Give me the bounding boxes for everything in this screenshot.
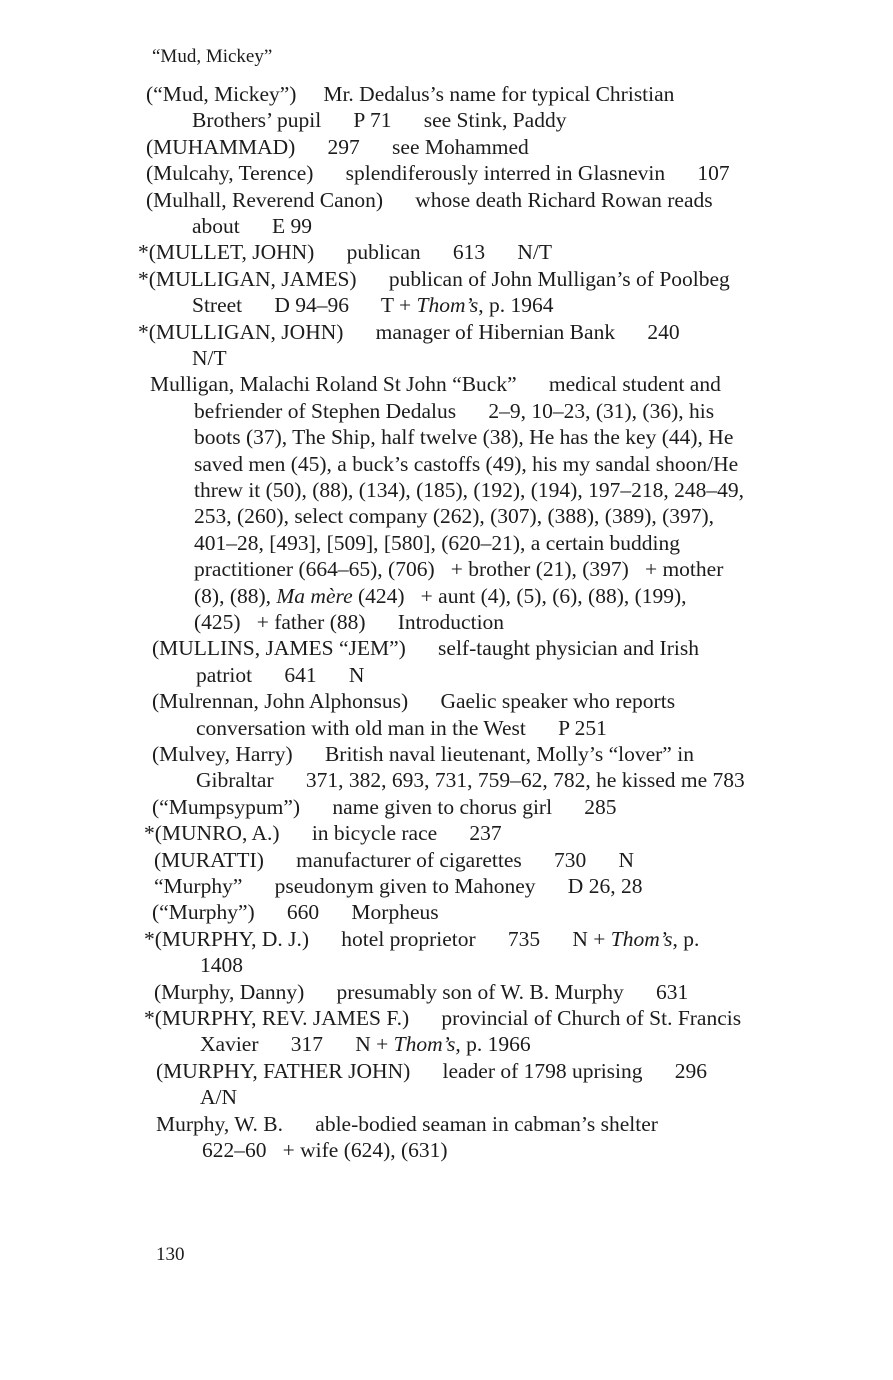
index-line: about E 99 [192, 214, 313, 238]
index-line: saved men (45), a buck’s castoffs (49), his my sandal shoon/He [194, 451, 739, 476]
page-number: 130 [156, 1244, 185, 1265]
index-line: 253, (260), select company (262), (307), (388), (389), (397), [194, 504, 715, 529]
index-line: practitioner (664–65), (706) + brother (21), (397) + mother [194, 557, 724, 582]
index-line: (8), (88), Ma mère (424) + aunt (4), (5), (6), (88), (199), [194, 583, 687, 608]
index-line: (“Murphy”) 660 Morpheus [152, 900, 439, 925]
index-line: (Mulvey, Harry) British naval lieutenant, Molly’s “lover” in [152, 742, 694, 766]
index-line: (Mulhall, Reverend Canon) whose death Richard Rowan reads [146, 187, 713, 212]
index-line: “Murphy” pseudonym given to Mahoney D 26, 28 [154, 874, 643, 898]
index-line: Xavier 317 N + Thom’s, p. 1966 [200, 1032, 531, 1057]
index-line: 622–60 + wife (624), (631) [202, 1138, 448, 1162]
index-line: (MURATTI) manufacturer of cigarettes 730 N [154, 847, 635, 872]
index-line: befriender of Stephen Dedalus 2–9, 10–23, (31), (36), his [194, 398, 715, 423]
index-line: threw it (50), (88), (134), (185), (192), (194), 197–218, 248–49, [194, 478, 744, 502]
running-head: “Mud, Mickey” [152, 46, 273, 67]
index-line: *(MULLET, JOHN) publican 613 N/T [138, 240, 553, 265]
index-line: 401–28, [493], [509], [580], (620–21), a certain budding [194, 530, 681, 555]
index-line: conversation with old man in the West P 251 [196, 715, 607, 740]
index-line: *(MULLIGAN, JAMES) publican of John Mulligan’s of Poolbeg [138, 266, 730, 291]
index-line: Street D 94–96 T + Thom’s, p. 1964 [192, 293, 554, 318]
index-line: Mulligan, Malachi Roland St John “Buck” medical student and [150, 372, 721, 397]
index-line: (MULLINS, JAMES “JEM”) self-taught physician and Irish [152, 636, 699, 661]
index-line: (“Mumpsypum”) name given to chorus girl 285 [152, 794, 617, 819]
index-line: (Mulcahy, Terence) splendiferously interred in Glasnevin 107 [146, 161, 730, 186]
index-line: 1408 [200, 953, 243, 978]
index-line: patriot 641 N [196, 662, 365, 687]
index-line: Murphy, W. B. able-bodied seaman in cabman’s shelter [156, 1111, 658, 1136]
index-line: boots (37), The Ship, half twelve (38), He has the key (44), He [194, 425, 734, 450]
index-line: (425) + father (88) Introduction [194, 610, 505, 634]
index-line: A/N [200, 1085, 238, 1110]
index-line: N/T [192, 346, 227, 370]
index-line: Gibraltar 371, 382, 693, 731, 759–62, 782, he kissed me 783 [196, 768, 745, 793]
index-line: (Murphy, Danny) presumably son of W. B. Murphy 631 [154, 979, 689, 1004]
index-line: (“Mud, Mickey”) Mr. Dedalus’s name for typical Christian [146, 82, 675, 106]
index-line: Brothers’ pupil P 71 see Stink, Paddy [192, 108, 567, 133]
index-line: *(MURPHY, D. J.) hotel proprietor 735 N + Thom’s, p. [144, 926, 700, 951]
index-line: (MUHAMMAD) 297 see Mohammed [146, 134, 529, 159]
index-line: *(MURPHY, REV. JAMES F.) provincial of Church of St. Francis [144, 1006, 742, 1030]
index-line: (MURPHY, FATHER JOHN) leader of 1798 uprising 296 [156, 1058, 708, 1083]
index-line: *(MULLIGAN, JOHN) manager of Hibernian Bank 240 [138, 319, 680, 344]
index-line: (Mulrennan, John Alphonsus) Gaelic speaker who reports [152, 689, 676, 714]
index-line: *(MUNRO, A.) in bicycle race 237 [144, 821, 502, 846]
